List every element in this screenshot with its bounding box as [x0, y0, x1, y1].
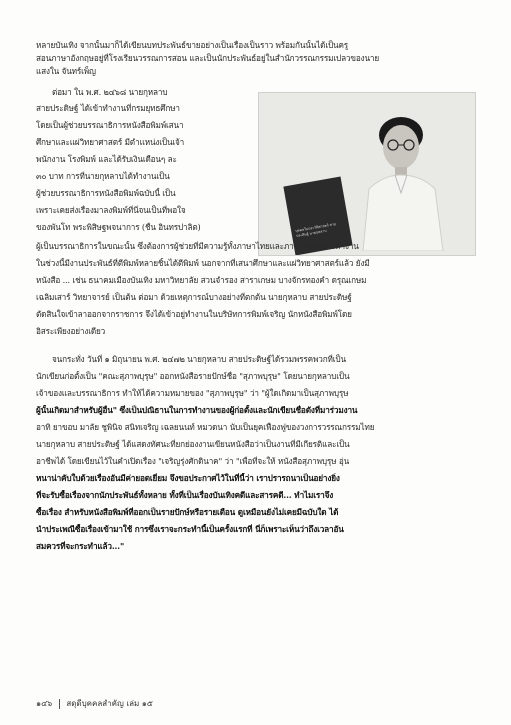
text-line: สายประดิษฐ์ ได้เข้าทำงานที่กรมยุทธศึกษา	[36, 103, 180, 113]
portrait-figure	[343, 101, 447, 251]
text-line: ๓๐ บาท การที่นายกุหลาบได้ทำงานเป็น	[36, 171, 170, 181]
publication-title: สดุดีบุคคลสำคัญ เล่ม ๑๕	[66, 699, 153, 708]
text-line: สอนภาษาอังกฤษอยู่ที่โรงเรียนวรรณการสอน และเป็นนักประพันธ์อยู่ในสำนักวรรณกรรมเปลวของนาย	[36, 53, 380, 63]
text-line: อาชีพได้ โดยเขียนไว้ในคำเปิดเรื่อง "เจริญรุ่งศักดินาค" ว่า "เพื่อที่จะให้ หนังสือสุภาพบุรุษ อุ่น	[36, 456, 350, 466]
text-line: พนักงาน โรงพิมพ์ และได้รับเงินเดือนๆ ละ	[36, 154, 177, 164]
text-line: ศึกษาและแผ่วิทยาศาสตร์ มีตำแหน่งเป็นเจ้า	[36, 137, 185, 147]
book-cover-text: บุคคลในประวัติศาสตร์ สายประดิษฐ์ นายกุหลาบ	[294, 222, 337, 238]
text-line: นายกุหลาบ สายประดิษฐ์ ได้แสดงทัศนะที่ยกย่องงานเขียนหนังสือว่าเป็นงานที่มีเกียรติและเป็น	[36, 439, 350, 449]
text-line: หนาน่าคับใบด้วยเรื่องอันมีค่ายอดเยี่ยม จึงขอประกาศไว้ในที่นี้ว่า เราปรารถนาเป็นอย่างยิ่ง	[36, 473, 340, 483]
text-line: ตัดสินใจเข้าลาออกจากราชการ จึงได้เข้าอยู่ทำงานในบริษัทการพิมพ์เจริญ นักหนังสือพิมพ์โดย	[36, 309, 352, 319]
text-line: จนกระทั่ง วันที่ ๑ มิถุนายน พ.ศ. ๒๔๗๒ นายกุหลาบ สายประดิษฐ์ได้รวมพรรคพวกที่เป็น	[52, 354, 346, 364]
text-line: เจ้าของและบรรณาธิการ ทำให้ได้ความหมายของ "สุภาพบุรุษ" ว่า "ผู้ใดเกิดมาเป็นสุภาพบุรุษ	[36, 388, 349, 398]
text-line: ในช่วงนี้มีงานประพันธ์ที่ตีพิมพ์หลายชิ้นได้ตีพิมพ์ นอกจากที่เสนาศึกษาและแผ่วิทยาศาสตร์แล้ว ยังมี	[36, 258, 370, 268]
text-line: อาทิ ยาขอบ มาลัย ชูพินิจ สนิทเจริญ เฉลยนนท์ หมวดนา นับเป็นยุคเฟื่องฟูของวงการวรรณกรรมไทย	[36, 422, 375, 432]
author-photo	[258, 92, 476, 256]
text-line: โดยเป็นผู้ช่วยบรรณาธิการหนังสือพิมพ์เสนา	[36, 120, 184, 130]
text-line: ผู้นั้นเกิดมาสำหรับผู้อื่น" ซึ่งเป็นปณิธานในการทำงานของผู้ก่อตั้งและนักเขียนชื่อดังที่มาร่วมงาน	[36, 405, 358, 415]
text-line: ซื้อเรื่อง สำหรับหนังสือพิมพ์ที่ออกเป็นรายปักษ์หรือรายเดือน ดูเหมือนยังไม่เคยมีฉบับใด ได้	[36, 507, 339, 517]
text-line: ผู้ช่วยบรรณาธิการหนังสือพิมพ์ฉบับนี้ เป็น	[36, 188, 176, 198]
page-footer	[36, 697, 153, 710]
text-line: นำประเพณีซื้อเรื่องเข้ามาใช้ การซึ่งเราจะกระทำนี้เป็นครั้งแรกที่ นี่ก็เพราะเห็นว่าถึงเวลาอัน	[36, 524, 344, 534]
text-line: นักเขียนก่อตั้งเป็น "คณะสุภาพบุรุษ" ออกหนังสือรายปักษ์ชื่อ "สุภาพบุรุษ" โดยนายกุหลาบเป็น	[36, 371, 350, 381]
text-line: เพราะเคยส่งเรื่องมาลงพิมพ์ที่นี่จนเป็นที่พอใจ	[36, 205, 186, 215]
text-line: แสงใน จันทร์เพ็ญ	[36, 66, 96, 76]
footer-divider	[59, 699, 60, 709]
text-line: อิสระเพียงอย่างเดียว	[36, 326, 106, 336]
text-line: ต่อมา ใน พ.ศ. ๒๔๖๘ นายกุหลาบ	[52, 87, 168, 97]
text-line: หลายบันเทิง จากนั้นมาก็ได้เขียนบทประพันธ์ขายอย่างเป็นเรื่องเป็นราว พร้อมกันนั้นได้เป็นครู	[36, 40, 349, 50]
text-line: เฉลิมเสาร์ วิทยาจารย์ เป็นต้น ต่อมา ด้วยเหตุการณ์บางอย่างที่ตกต้น นายกุหลาบ สายประดิษฐ์	[36, 292, 352, 302]
text-line: ของพันโท พระพิสิษฐพจนาการ (ชื่น อินทรปาลิต)	[36, 222, 201, 232]
text-line: ผู้เป็นบรรณาธิการในขณะนั้น ซึ่งต้องการผู้ช่วยที่มีความรู้ทั้งภาษาไทยและภาษาอังกฤษไว้ทำงาน	[36, 241, 359, 251]
text-line: สมควรที่จะกระทำแล้ว..."	[36, 541, 125, 551]
text-line: หนังสือ ... เช่น ธนาคมเมืองบันเทิง มหาวิทยาลัย สวนจำรอง สาราเกษม บางจักรทองคำ ดรุณเกษม	[36, 275, 367, 285]
text-line: ที่จะรับซื้อเรื่องจากนักประพันธ์ทั้งหลาย ทั้งที่เป็นเรื่องบันเทิงคดีและสารคดี... ทำไมเราจึง	[36, 490, 334, 500]
page-number: ๑๔๖	[36, 699, 53, 708]
